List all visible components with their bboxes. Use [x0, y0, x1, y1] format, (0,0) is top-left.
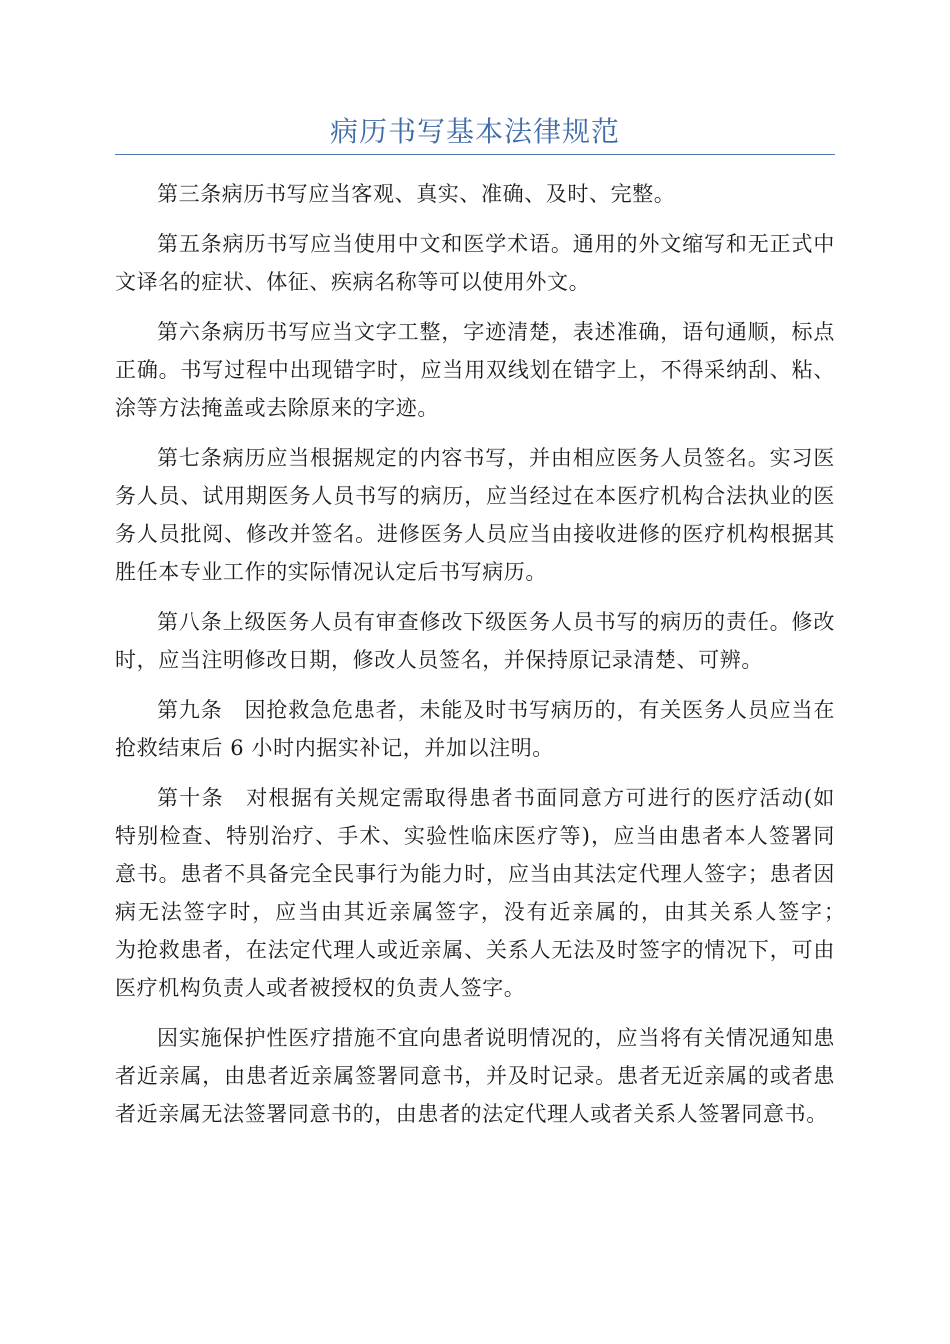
document-body: [115, 175, 857, 1145]
paragraph-article-3: 第三条病历书写应当客观、真实、准确、及时、完整。: [157, 182, 676, 206]
paragraph-article-9: 第九条 因抢救急危患者，未能及时书写病历的，有关医务人员应当在抢救结束后 6 小时内据实补记，并加以注明。: [115, 698, 835, 760]
paragraph-article-5: 第五条病历书写应当使用中文和医学术语。通用的外文缩写和无正式中文译名的症状、体征、疾病名称等可以使用外文。: [115, 232, 835, 294]
paragraph-article-6: 第六条病历书写应当文字工整，字迹清楚，表述准确，语句通顺，标点正确。书写过程中出现错字时，应当用双线划在错字上，不得采纳刮、粘、涂等方法掩盖或去除原来的字迹。: [115, 320, 835, 420]
paragraph-article-10: 第十条 对根据有关规定需取得患者书面同意方可进行的医疗活动(如特别检查、特别治疗、手术、实验性临床医疗等)，应当由患者本人签署同意书。患者不具备完全民事行为能力时，应当由其法定代理人签字；患者因病无法签字时，应当由其近亲属签字，没有近亲属的，由其关系人签字； 为抢救患者，在法定代理人或近亲属、关系人无法及时签字的情况下，可由医疗机构负责人或者被授权的负责人签字。: [115, 786, 857, 1000]
paragraph-article-8: 第八条上级医务人员有审查修改下级医务人员书写的病历的责任。修改时，应当注明修改日期，修改人员签名，并保持原记录清楚、可辨。: [115, 610, 835, 672]
title-underline: [115, 154, 835, 155]
paragraph-article-7: 第七条病历应当根据规定的内容书写，并由相应医务人员签名。实习医务人员、试用期医务人员书写的病历，应当经过在本医疗机构合法执业的医务人员批阅、修改并签名。进修医务人员应当由接收进修的医疗机构根据其胜任本专业工作的实际情况认定后书写病历。: [115, 446, 835, 584]
paragraph-protective-measures: 因实施保护性医疗措施不宜向患者说明情况的，应当将有关情况通知患者近亲属，由患者近亲属签署同意书，并及时记录。患者无近亲属的或者患者近亲属无法签署同意书的，由患者的法定代理人或者关系人签署同意书。: [115, 1026, 835, 1126]
document-title: 病历书写基本法律规范: [329, 115, 620, 148]
